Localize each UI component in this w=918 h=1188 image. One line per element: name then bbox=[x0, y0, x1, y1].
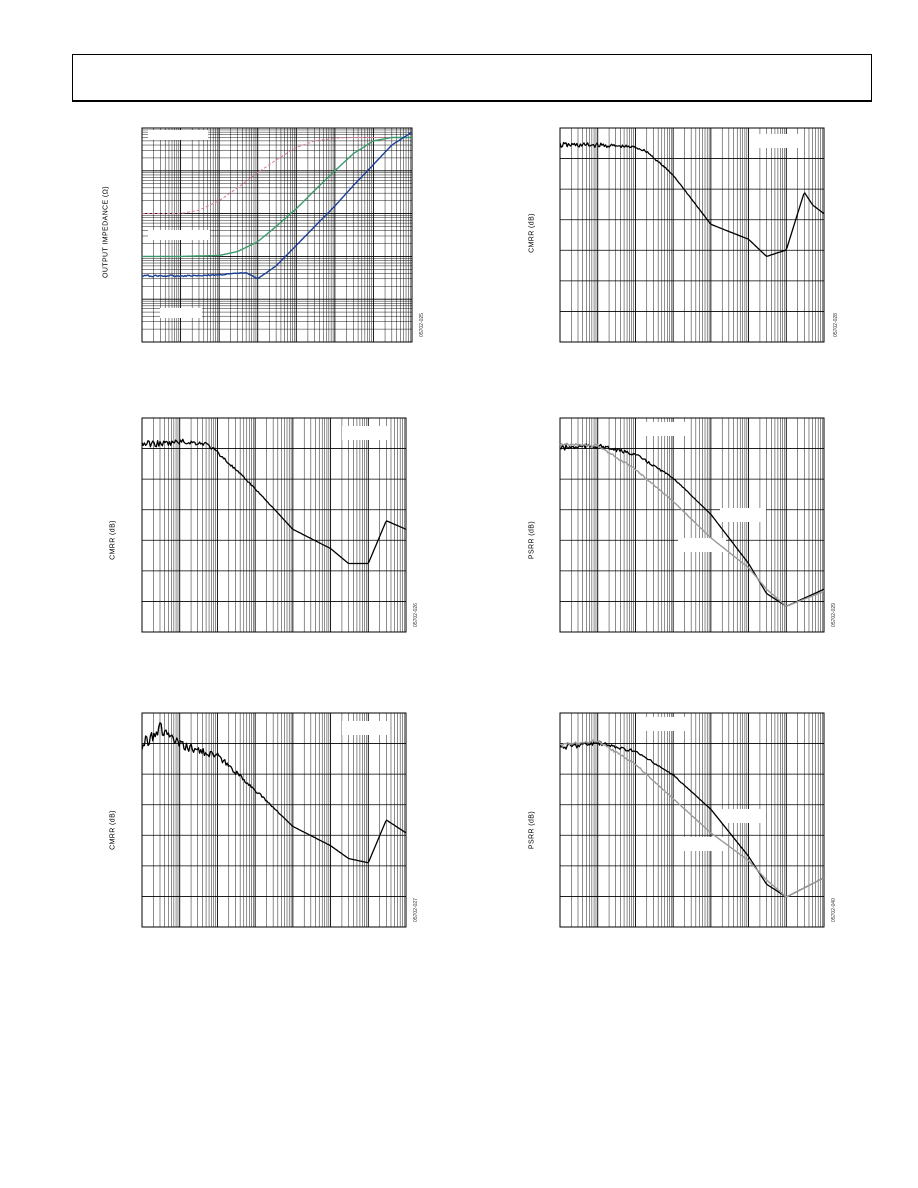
chart-cmrr-middle-left bbox=[100, 410, 430, 640]
grid bbox=[560, 418, 824, 632]
legend-box bbox=[148, 130, 208, 140]
chart-cmrr-top-right bbox=[522, 120, 852, 350]
grid bbox=[142, 418, 406, 632]
page-header bbox=[72, 54, 872, 102]
chart-plot bbox=[522, 705, 852, 935]
legend-box bbox=[720, 508, 766, 522]
legend-box bbox=[160, 308, 202, 318]
legend-box bbox=[642, 422, 686, 436]
chart-plot bbox=[100, 410, 430, 640]
figure-number: 05702-040 bbox=[831, 898, 837, 922]
chart-plot bbox=[522, 410, 852, 640]
legend-box bbox=[342, 426, 390, 440]
legend-box bbox=[720, 809, 766, 823]
legend-box bbox=[758, 134, 802, 148]
grid bbox=[142, 713, 406, 927]
chart-output-impedance bbox=[100, 120, 430, 350]
chart-plot bbox=[522, 120, 852, 350]
figure-number: 05702-027 bbox=[413, 898, 419, 922]
y-axis-label: PSRR (dB) bbox=[528, 810, 536, 850]
y-axis-label: PSRR (dB) bbox=[528, 520, 536, 560]
chart-psrr-middle-right bbox=[522, 410, 852, 640]
legend-box bbox=[342, 721, 390, 735]
chart-plot bbox=[100, 705, 430, 935]
figure-number: 05702-026 bbox=[413, 603, 419, 627]
y-axis-label: OUTPUT IMPEDANCE (Ω) bbox=[102, 185, 110, 279]
y-axis-label: CMRR (dB) bbox=[528, 213, 536, 253]
figure-number: 05702-029 bbox=[831, 603, 837, 627]
chart-plot bbox=[100, 120, 430, 350]
y-axis-label: CMRR (dB) bbox=[109, 520, 117, 560]
figure-number: 05702-025 bbox=[419, 313, 425, 337]
legend-box bbox=[642, 717, 686, 731]
chart-psrr-bottom-right bbox=[522, 705, 852, 935]
legend-box bbox=[148, 230, 210, 240]
y-axis-label: CMRR (dB) bbox=[109, 810, 117, 850]
figure-number: 05702-028 bbox=[833, 313, 839, 337]
chart-cmrr-bottom-left bbox=[100, 705, 430, 935]
grid bbox=[560, 128, 824, 342]
